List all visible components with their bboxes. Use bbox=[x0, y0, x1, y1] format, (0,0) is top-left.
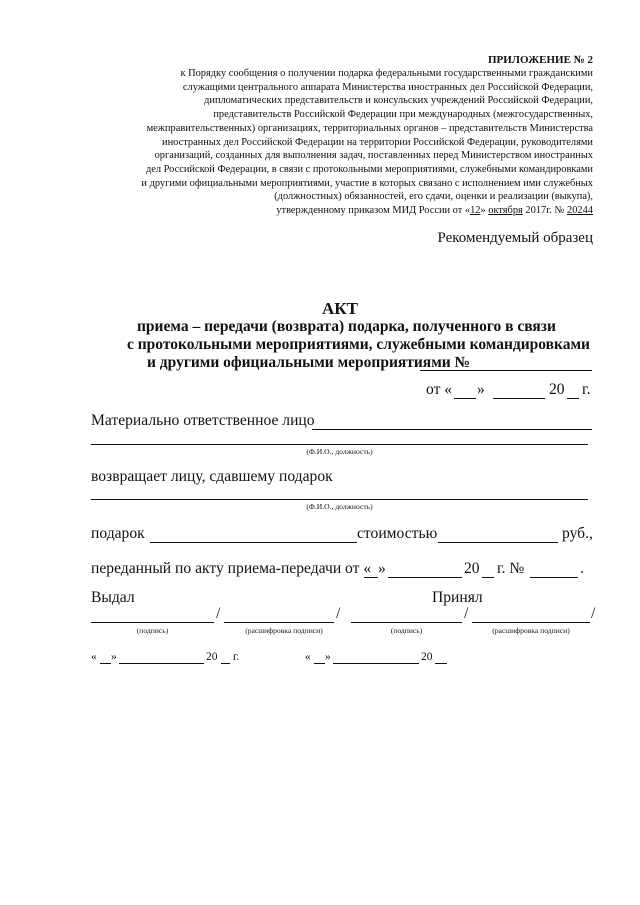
transfer-month-field[interactable] bbox=[388, 577, 462, 578]
appendix-title: ПРИЛОЖЕНИЕ № 2 bbox=[487, 54, 593, 66]
act-title: АКТ bbox=[322, 299, 358, 318]
act-number-field[interactable] bbox=[420, 370, 592, 371]
issued-label: Выдал bbox=[91, 589, 135, 606]
issued-signature-field[interactable] bbox=[91, 622, 214, 623]
transfer-year-field[interactable] bbox=[482, 577, 494, 578]
transfer-day-field[interactable] bbox=[364, 577, 378, 578]
transferred-prefix: переданный по акту приема-передачи от « bbox=[91, 560, 372, 577]
appendix-line: служащими центрального аппарата Министерства иностранных дел Российской Федерации, bbox=[182, 81, 593, 93]
transferred-end: . bbox=[580, 560, 584, 577]
act-subtitle-line2: с протокольными мероприятиями, служебными командировками bbox=[127, 336, 590, 353]
appendix-line: к Порядку сообщения о получении подарка федеральными государственными гражданскими bbox=[180, 68, 593, 79]
appendix-line: межправительственных) организациях, территориальных органов – представительств Министерства bbox=[146, 122, 593, 134]
appendix-line: иностранных дел Российской Федерации на территории Российской Федерации, руководителями bbox=[162, 136, 593, 148]
returns-label: возвращает лицу, сдавшему подарок bbox=[91, 468, 333, 485]
bottom-left-year-field[interactable] bbox=[221, 663, 230, 664]
date-mid: » bbox=[477, 381, 485, 398]
bottom-date-left-close: » bbox=[111, 651, 117, 663]
returner-field[interactable] bbox=[91, 499, 588, 500]
appendix-line: дипломатических представительств и консульских учреждений Российской Федерации, bbox=[204, 95, 593, 107]
fio-caption: (Ф.И.О., должность) bbox=[306, 447, 373, 456]
date-year-field[interactable] bbox=[567, 398, 579, 399]
recommended-sample: Рекомендуемый образец bbox=[437, 230, 593, 246]
approval-day: 12 bbox=[470, 205, 481, 217]
date-suffix: г. bbox=[582, 381, 591, 398]
slash: / bbox=[464, 605, 469, 622]
signature-caption: (подпись) bbox=[136, 626, 169, 635]
gift-field[interactable] bbox=[150, 542, 357, 543]
act-subtitle-line1: приема – передачи (возврата) подарка, полученного в связи bbox=[137, 318, 556, 335]
cost-field[interactable] bbox=[438, 542, 558, 543]
appendix-line: представительств Российской Федерации при международных (межгосударственных, bbox=[213, 109, 593, 121]
appendix-line: (должностных) обязанностей, его сдачи, оценки и реализации (выкупа), bbox=[274, 191, 593, 203]
date-prefix: от « bbox=[426, 381, 453, 398]
act-subtitle-line3: и другими официальными мероприятиями № bbox=[147, 354, 471, 371]
transferred-mid: » bbox=[378, 560, 386, 577]
bottom-left-day-field[interactable] bbox=[100, 663, 111, 664]
bottom-right-day-field[interactable] bbox=[314, 663, 325, 664]
appendix-line: организаций, созданных для выполнения задач, поставленных перед Министерством иностранных bbox=[154, 150, 593, 162]
bottom-right-year-field[interactable] bbox=[435, 663, 447, 664]
bottom-date-right-year: 20 bbox=[421, 651, 433, 663]
received-signature-field[interactable] bbox=[351, 622, 462, 623]
decode-caption: (расшифровка подписи) bbox=[492, 626, 570, 635]
slash: / bbox=[216, 605, 221, 622]
approval-line: утвержденному приказом МИД России от «12» октября 2017г. № 20244 bbox=[276, 205, 593, 217]
signature-caption: (подпись) bbox=[390, 626, 423, 635]
transferred-no: г. № bbox=[497, 560, 525, 577]
date-year: 20 bbox=[549, 381, 565, 398]
responsible-field-2[interactable] bbox=[91, 444, 588, 445]
appendix-line: дел Российской Федерации, в связи с протокольными мероприятиями, служебными командировками bbox=[145, 163, 593, 175]
transferred-year: 20 bbox=[464, 560, 480, 577]
bottom-date-left-year: 20 bbox=[206, 651, 218, 663]
responsible-label: Материально ответственное лицо bbox=[91, 412, 315, 429]
approval-number: 20244 bbox=[567, 205, 593, 217]
responsible-field[interactable] bbox=[312, 429, 592, 430]
approval-month: октября bbox=[488, 205, 523, 217]
date-day-field[interactable] bbox=[454, 398, 476, 399]
bottom-date-left-open: « bbox=[91, 651, 97, 663]
bottom-date-right-open: « bbox=[305, 651, 311, 663]
appendix-text bbox=[141, 67, 593, 218]
slash: / bbox=[336, 605, 341, 622]
cost-label: стоимостью bbox=[357, 525, 438, 542]
currency-label: руб., bbox=[562, 525, 593, 542]
issued-decode-field[interactable] bbox=[224, 622, 334, 623]
bottom-right-month-field[interactable] bbox=[333, 663, 419, 664]
fio-caption-2: (Ф.И.О., должность) bbox=[306, 502, 373, 511]
transfer-number-field[interactable] bbox=[530, 577, 578, 578]
bottom-date-right-close: » bbox=[325, 651, 331, 663]
appendix-line: и другими официальными мероприятиями, участие в которых связано с исполнением ими служебных bbox=[141, 177, 593, 189]
decode-caption: (расшифровка подписи) bbox=[245, 626, 323, 635]
received-label: Принял bbox=[432, 589, 483, 606]
slash: / bbox=[591, 605, 596, 622]
bottom-left-month-field[interactable] bbox=[119, 663, 204, 664]
gift-label: подарок bbox=[91, 525, 145, 542]
date-month-field[interactable] bbox=[493, 398, 545, 399]
bottom-date-left-suffix: г. bbox=[233, 651, 240, 663]
received-decode-field[interactable] bbox=[472, 622, 590, 623]
